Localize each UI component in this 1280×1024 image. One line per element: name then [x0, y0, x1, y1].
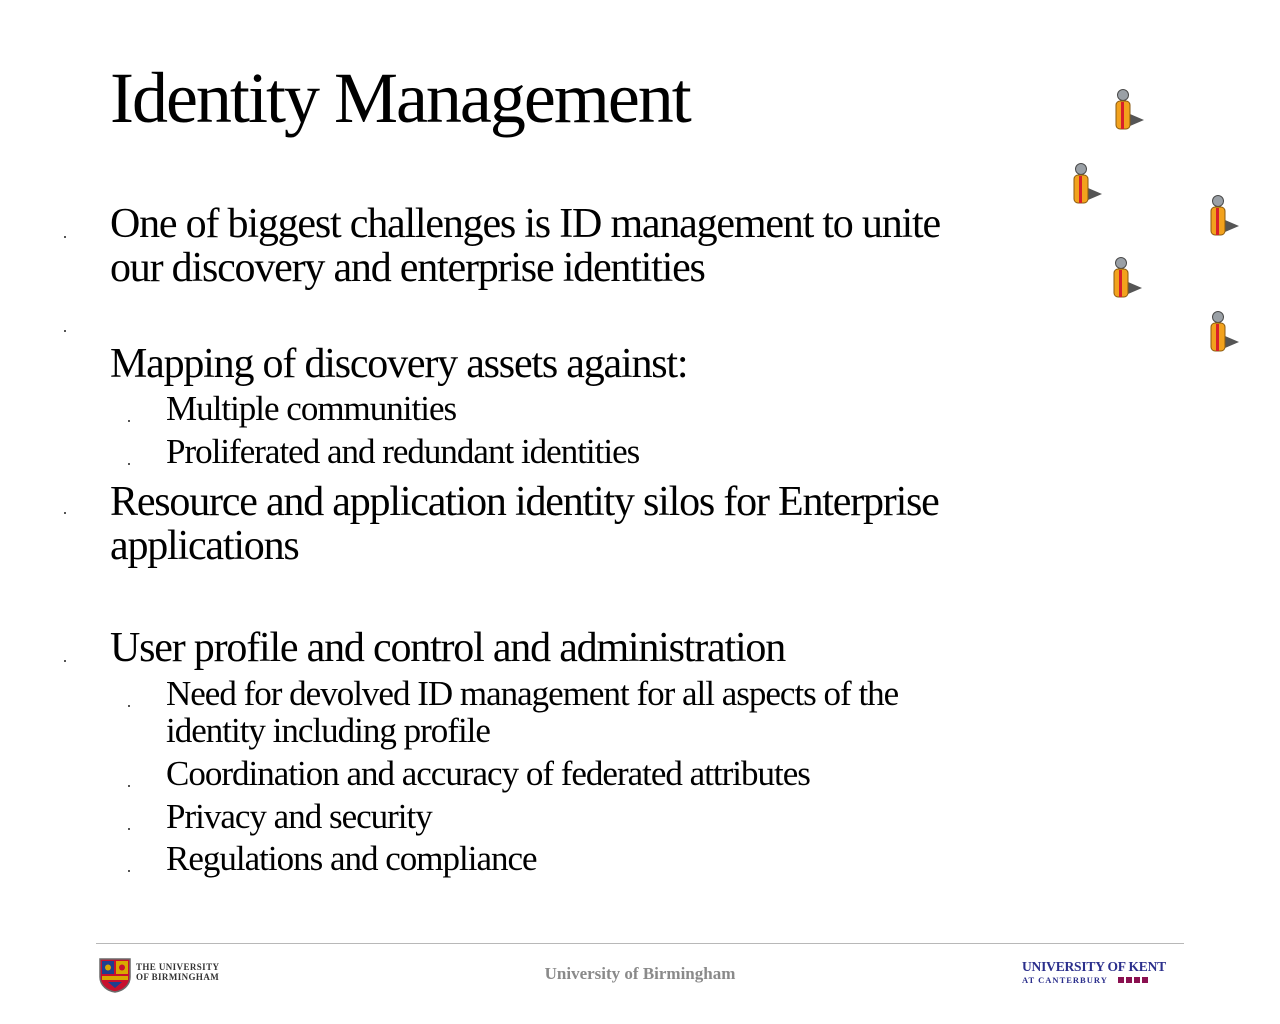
slide-title: Identity Management: [110, 58, 690, 138]
bullet-marker: [128, 870, 130, 872]
sub-bullet: Regulations and compliance: [166, 839, 537, 878]
sub-bullet-devolved: [166, 675, 1026, 749]
logo-line: THE UNIVERSITY: [136, 962, 220, 972]
bullet-marker: [128, 463, 130, 465]
sub-bullet: Multiple communities: [166, 389, 457, 428]
sub-bullet-line: identity including profile: [166, 711, 490, 750]
person-icon: [1206, 194, 1242, 238]
university-of-kent-logo: [1022, 960, 1172, 990]
kent-squares-icon: [1118, 977, 1148, 983]
footer-divider: [96, 943, 1184, 944]
bullet-marker: [128, 785, 130, 787]
kent-logo-subtitle: [1022, 974, 1172, 986]
bullet-user-profile: User profile and control and administration: [110, 625, 786, 671]
bullet-marker: [64, 330, 66, 332]
person-icon: [1109, 256, 1145, 300]
kent-logo-subtitle-text: AT CANTERBURY: [1022, 975, 1108, 985]
bullet-marker: [128, 420, 130, 422]
person-icon: [1069, 162, 1105, 206]
bullet-line: Resource and application identity silos for Enterprise: [110, 479, 939, 525]
bullet-line: One of biggest challenges is ID management to unite: [110, 201, 940, 247]
person-icon: [1111, 88, 1147, 132]
sub-bullet: Coordination and accuracy of federated attributes: [166, 754, 810, 793]
sub-bullet: Privacy and security: [166, 797, 432, 836]
sub-bullet: Proliferated and redundant identities: [166, 432, 640, 471]
sub-bullet-line: Need for devolved ID management for all aspects of the: [166, 674, 899, 713]
bullet-mapping: Mapping of discovery assets against:: [110, 341, 688, 387]
person-icon: [1206, 310, 1242, 354]
kent-logo-title: UNIVERSITY OF KENT: [1022, 959, 1166, 974]
bullet-marker: [64, 236, 66, 238]
bullet-id-challenge: [110, 202, 1040, 290]
bullet-line: applications: [110, 523, 299, 569]
bullet-marker: [128, 705, 130, 707]
bullet-marker: [128, 828, 130, 830]
bullet-silos: [110, 480, 1040, 568]
footer-center-text: University of Birmingham: [544, 964, 736, 983]
logo-line: OF BIRMINGHAM: [136, 972, 220, 982]
bullet-marker: [64, 512, 66, 514]
bullet-line: our discovery and enterprise identities: [110, 245, 705, 291]
bullet-marker: [64, 660, 66, 662]
